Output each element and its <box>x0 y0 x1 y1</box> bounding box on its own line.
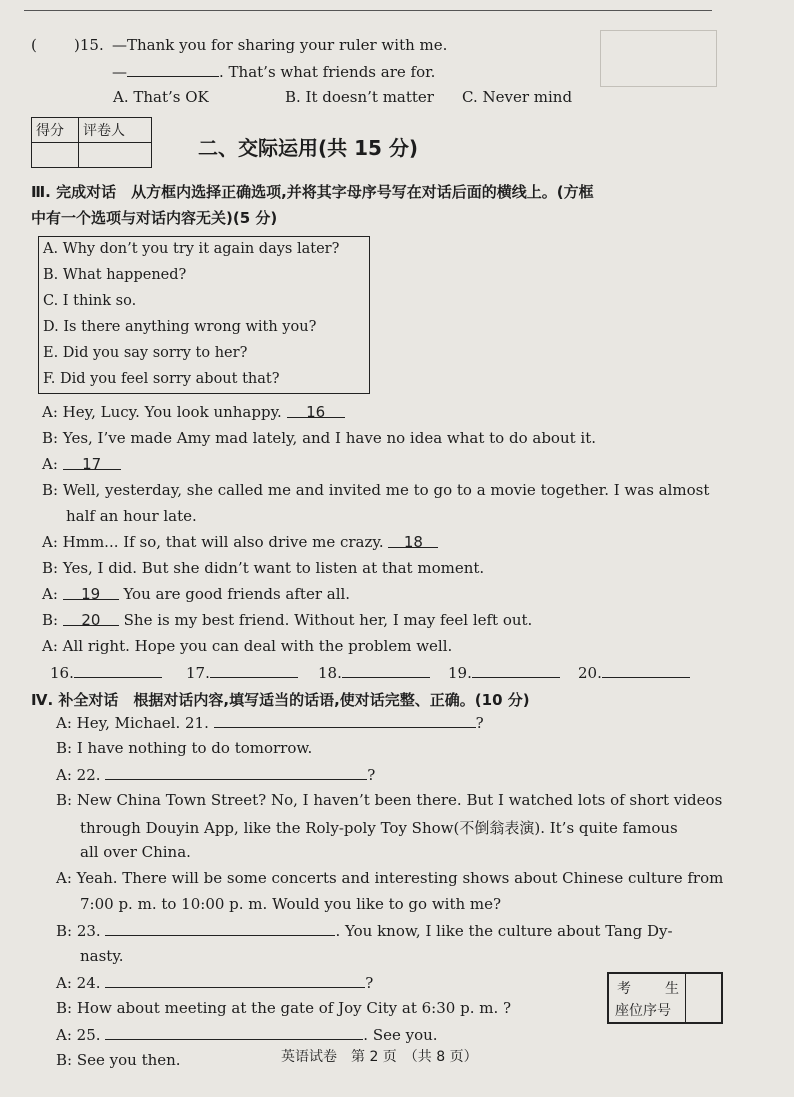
q15-paren-open: ( <box>31 36 37 54</box>
dialogue-line-3 <box>42 455 121 473</box>
dialogue-text: A: Hey, Michael. 21. <box>56 714 209 732</box>
option-c: C. I think so. <box>43 293 137 309</box>
dialogue-text: B: 23. <box>56 922 101 940</box>
part4-line-24 <box>56 973 373 992</box>
q15-answer-blank[interactable] <box>127 62 219 77</box>
score-header: 得分 <box>32 118 79 143</box>
part4-line-21 <box>56 713 484 732</box>
question-mark: ? <box>367 766 376 784</box>
blank-23[interactable] <box>105 921 335 936</box>
seat-label-2: 座位序号 <box>615 1003 671 1019</box>
dialogue-line-10: A: All right. Hope you can deal with the problem well. <box>42 637 453 655</box>
seat-number-box <box>607 972 723 1024</box>
answer-16: 16. <box>50 663 162 682</box>
dialogue-text: A: <box>42 455 58 473</box>
section2-title: 二、交际运用(共 15 分) <box>198 136 419 160</box>
dialogue-line-6 <box>42 533 438 551</box>
option-e: E. Did you say sorry to her? <box>43 345 248 361</box>
option-f: F. Did you feel sorry about that? <box>43 371 280 387</box>
blank-17[interactable]: 17 <box>63 455 121 470</box>
top-rule <box>24 10 712 11</box>
answer-20: 20. <box>578 663 690 682</box>
page-footer: 英语试卷 第 2 页 （共 8 页） <box>281 1049 478 1065</box>
option-a: A. Why don’t you try it again days later? <box>43 241 340 257</box>
answer-19: 19. <box>448 663 560 682</box>
part4-line-2: B: I have nothing to do tomorrow. <box>56 739 313 757</box>
part4-line-16: B: See you then. <box>56 1051 181 1069</box>
blank-21[interactable] <box>214 713 476 728</box>
question-mark: ? <box>475 714 484 732</box>
option-b: B. What happened? <box>43 267 187 283</box>
dialogue-line-1 <box>42 403 345 421</box>
dialogue-text: . See you. <box>363 1026 438 1044</box>
part4-line-12: B: How about meeting at the gate of Joy City at 6:30 p. m. ? <box>56 999 512 1017</box>
q15-option-a: A. That’s OK <box>113 88 209 106</box>
part4-line-23 <box>56 921 673 940</box>
answer-blank-20[interactable] <box>602 663 690 678</box>
part3-instruction-line1: Ⅲ. 完成对话 从方框内选择正确选项,并将其字母序号写在对话后面的横线上。(方框 <box>31 183 594 201</box>
dialogue-text: You are good friends after all. <box>123 585 351 603</box>
q15-line2 <box>112 62 435 81</box>
score-cell[interactable] <box>32 143 79 168</box>
part4-line-8: 7:00 p. m. to 10:00 p. m. Would you like to go with me? <box>80 895 502 913</box>
seat-label-1b: 生 <box>665 981 679 997</box>
dialogue-line-4: B: Well, yesterday, she called me and invited me to go to a movie together. I was almost <box>42 481 710 499</box>
dialogue-line-2: B: Yes, I’ve made Amy mad lately, and I have no idea what to do about it. <box>42 429 597 447</box>
q15-option-b: B. It doesn’t matter <box>285 88 434 106</box>
dialogue-text: A: <box>42 585 58 603</box>
options-box <box>38 236 370 394</box>
dialogue-line-8 <box>42 585 350 603</box>
dialogue-text: A: Hey, Lucy. You look unhappy. <box>42 403 282 421</box>
q15-option-c: C. Never mind <box>462 88 573 106</box>
q15-number: )15. <box>74 36 104 54</box>
dialogue-line-7: B: Yes, I did. But she didn’t want to listen at that moment. <box>42 559 485 577</box>
answer-blank-19[interactable] <box>472 663 560 678</box>
dialogue-text: . You know, I like the culture about Tang Dy- <box>335 922 673 940</box>
dialogue-text: A: 25. <box>56 1026 101 1044</box>
seat-number-input[interactable] <box>687 976 717 1018</box>
answer-blank-17[interactable] <box>210 663 298 678</box>
question-mark: ? <box>365 974 374 992</box>
part4-line-6: all over China. <box>80 843 191 861</box>
dialogue-text: She is my best friend. Without her, I may feel left out. <box>123 611 533 629</box>
part4-line-7: A: Yeah. There will be some concerts and interesting shows about Chinese culture from <box>56 869 724 887</box>
answer-blank-18[interactable] <box>342 663 430 678</box>
option-d: D. Is there anything wrong with you? <box>43 319 317 335</box>
blank-18[interactable]: 18 <box>388 533 438 548</box>
part4-line-10: nasty. <box>80 947 124 965</box>
part4-line-25 <box>56 1025 438 1044</box>
score-table <box>31 117 152 168</box>
dialogue-text: B: <box>42 611 59 629</box>
part4-line-4: B: New China Town Street? No, I haven’t been there. But I watched lots of short videos <box>56 791 723 809</box>
dialogue-line-9 <box>42 611 532 629</box>
blank-20[interactable]: 20 <box>63 611 119 626</box>
q15-line1: —Thank you for sharing your ruler with me. <box>112 36 448 54</box>
blank-24[interactable] <box>105 973 365 988</box>
answer-18: 18. <box>318 663 430 682</box>
q15-dash: — <box>112 63 127 81</box>
grader-header: 评卷人 <box>79 118 152 143</box>
answer-blank-16[interactable] <box>74 663 162 678</box>
dialogue-text: A: 22. <box>56 766 101 784</box>
blank-16[interactable]: 16 <box>287 403 345 418</box>
part3-instruction-line2: 中有一个选项与对话内容无关)(5 分) <box>31 209 278 227</box>
answer-17: 17. <box>186 663 298 682</box>
dialogue-text: A: 24. <box>56 974 101 992</box>
seat-label-1a: 考 <box>617 981 631 997</box>
dialogue-text: A: Hmm... If so, that will also drive me crazy. <box>42 533 384 551</box>
part4-instruction: Ⅳ. 补全对话 根据对话内容,填写适当的话语,使对话完整、正确。(10 分) <box>31 691 530 709</box>
blank-19[interactable]: 19 <box>63 585 119 600</box>
ghost-score-box <box>600 30 717 87</box>
blank-25[interactable] <box>105 1025 363 1040</box>
part4-line-5: through Douyin App, like the Roly-poly Toy Show(不倒翁表演). It’s quite famous <box>80 819 678 837</box>
q15-line2-rest: . That’s what friends are for. <box>219 63 436 81</box>
part4-line-22 <box>56 765 375 784</box>
dialogue-line-5: half an hour late. <box>66 507 197 525</box>
grader-cell[interactable] <box>79 143 152 168</box>
blank-22[interactable] <box>105 765 367 780</box>
